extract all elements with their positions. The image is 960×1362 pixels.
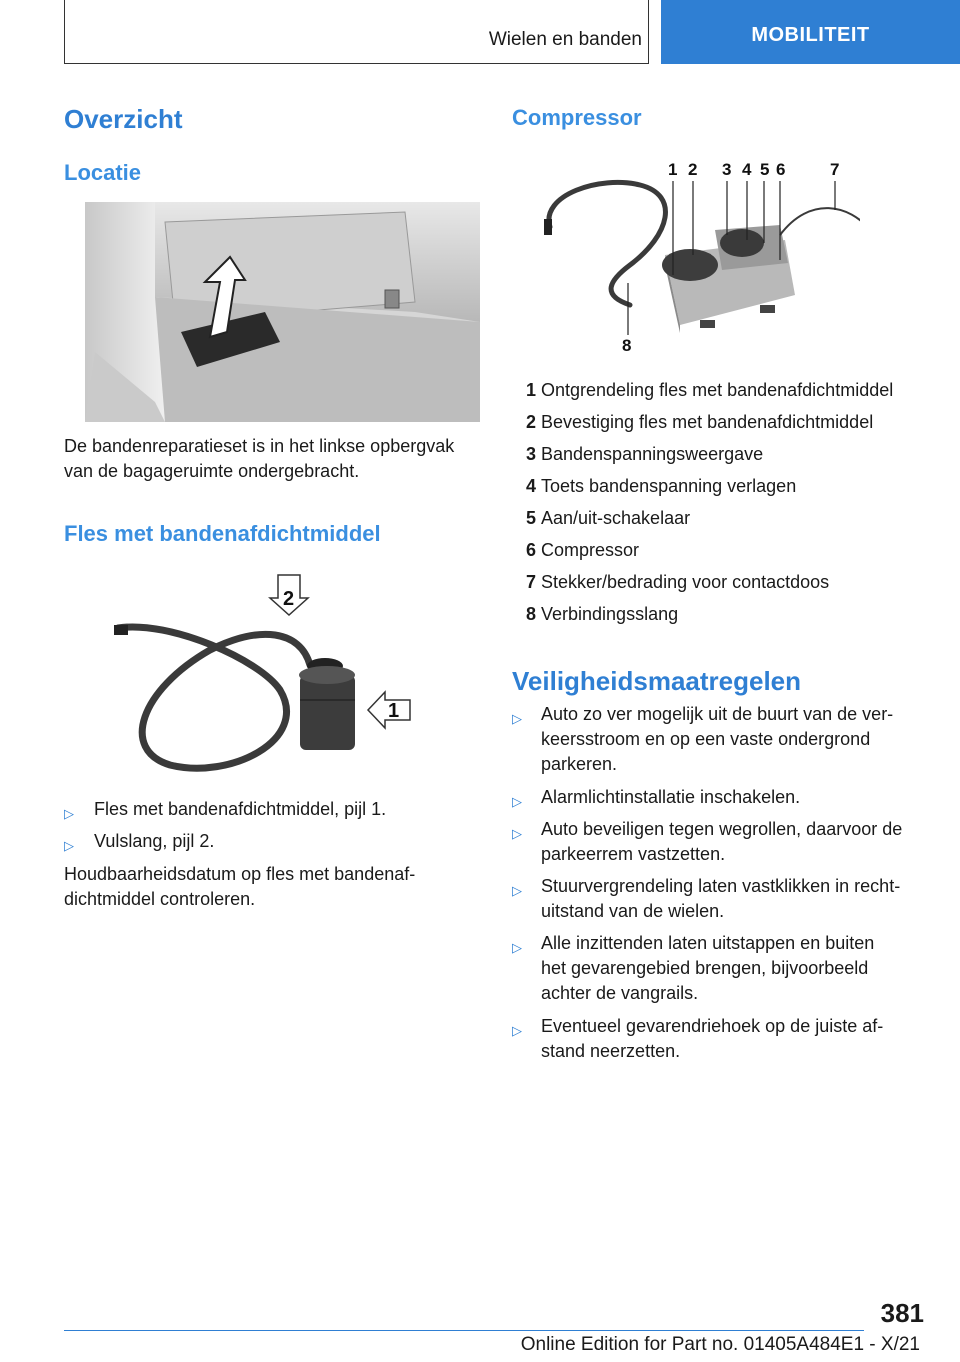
bottle-bullet-2: ▷ Vulslang, pijl 2. (64, 829, 484, 854)
bottle-text-line-2: dichtmiddel controleren. (64, 889, 256, 909)
fig-label-6: 6 (776, 160, 786, 179)
bullet-triangle-icon: ▷ (512, 1023, 522, 1038)
fig-label-4: 4 (742, 160, 752, 179)
safety-bullet-5: ▷ Alle inzittenden laten uitstappen en buiten het gevarengebied brengen, bijvoorbeeld achter de vangrails. (512, 933, 875, 1003)
legend-item: 5 Aan/uit-schakelaar (525, 508, 691, 528)
footer-edition: Online Edition for Part no. 01405A484E1 - X/21 (520, 1334, 920, 1355)
bullet-triangle-icon: ▷ (512, 794, 522, 809)
fig-label-7: 7 (830, 160, 840, 179)
fig-label-2: 2 (688, 160, 698, 179)
page-title: Overzicht (64, 104, 183, 134)
compressor-legend (512, 378, 932, 634)
fig-label-1: 1 (668, 160, 678, 179)
fig-label-3: 3 (722, 160, 732, 179)
fig-label-5: 5 (760, 160, 770, 179)
bottle-heading: Fles met bandenafdichtmiddel (64, 521, 381, 546)
fig-label-8: 8 (622, 336, 632, 355)
bullet-triangle-icon: ▷ (512, 826, 522, 841)
footer-rule (64, 1330, 864, 1331)
bullet-triangle-icon: ▷ (64, 806, 74, 821)
location-text-line-2: van de bagageruimte ondergebracht. (64, 461, 360, 481)
safety-bullet-6: ▷ Eventueel gevarendriehoek op de juiste af- stand neerzetten. (512, 1016, 884, 1061)
bullet-triangle-icon: ▷ (64, 838, 74, 853)
legend-item: 2 Bevestiging fles met bandenafdichtmiddel (525, 412, 874, 432)
figure2-label-1: 1 (388, 700, 400, 722)
location-text-line-1: De bandenreparatieset is in het linkse opbergvak (64, 436, 455, 456)
bullet-triangle-icon: ▷ (512, 940, 522, 955)
safety-bullet-3: ▷ Auto beveiligen tegen wegrollen, daarvoor de parkeerrem vastzetten. (512, 819, 903, 864)
legend-item: 4 Toets bandenspanning verlagen (525, 476, 797, 496)
bottle-bullet-1: ▷ Fles met bandenafdichtmiddel, pijl 1. (64, 797, 484, 822)
figure2-label-2: 2 (283, 588, 295, 610)
header-chapter-tab: MOBILITEIT (661, 0, 960, 64)
legend-item: 1 Ontgrendeling fles met bandenafdichtmiddel (525, 380, 894, 400)
safety-heading: Veiligheidsmaatregelen (512, 666, 802, 696)
safety-bullet-4: ▷ Stuurvergrendeling laten vastklikken in recht- uitstand van de wielen. (512, 876, 901, 921)
location-heading: Locatie (64, 160, 142, 185)
bullet-triangle-icon: ▷ (512, 883, 522, 898)
compressor-heading: Compressor (512, 105, 642, 130)
safety-bullet-2: ▷ Alarmlichtinstallatie inschakelen. (512, 785, 932, 810)
legend-item: 3 Bandenspanningsweergave (525, 444, 764, 464)
legend-item: 8 Verbindingsslang (525, 604, 679, 624)
page-number: 381 (880, 1298, 924, 1328)
header-section-title: Wielen en banden (488, 29, 642, 50)
compressor-image (540, 155, 860, 355)
safety-bullet-1: ▷ Auto zo ver mogelijk uit de buurt van de ver- keersstroom en op een vaste ondergrond parkeren. (512, 704, 894, 774)
bottle-text-line-1: Houdbaarheidsdatum op fles met bandenaf- (64, 864, 416, 884)
legend-item: 7 Stekker/bedrading voor contactdoos (525, 572, 830, 592)
legend-item: 6 Compressor (525, 540, 640, 560)
bullet-triangle-icon: ▷ (512, 711, 522, 726)
sealant-bottle-image (110, 570, 420, 780)
trunk-compartment-image (85, 202, 480, 422)
